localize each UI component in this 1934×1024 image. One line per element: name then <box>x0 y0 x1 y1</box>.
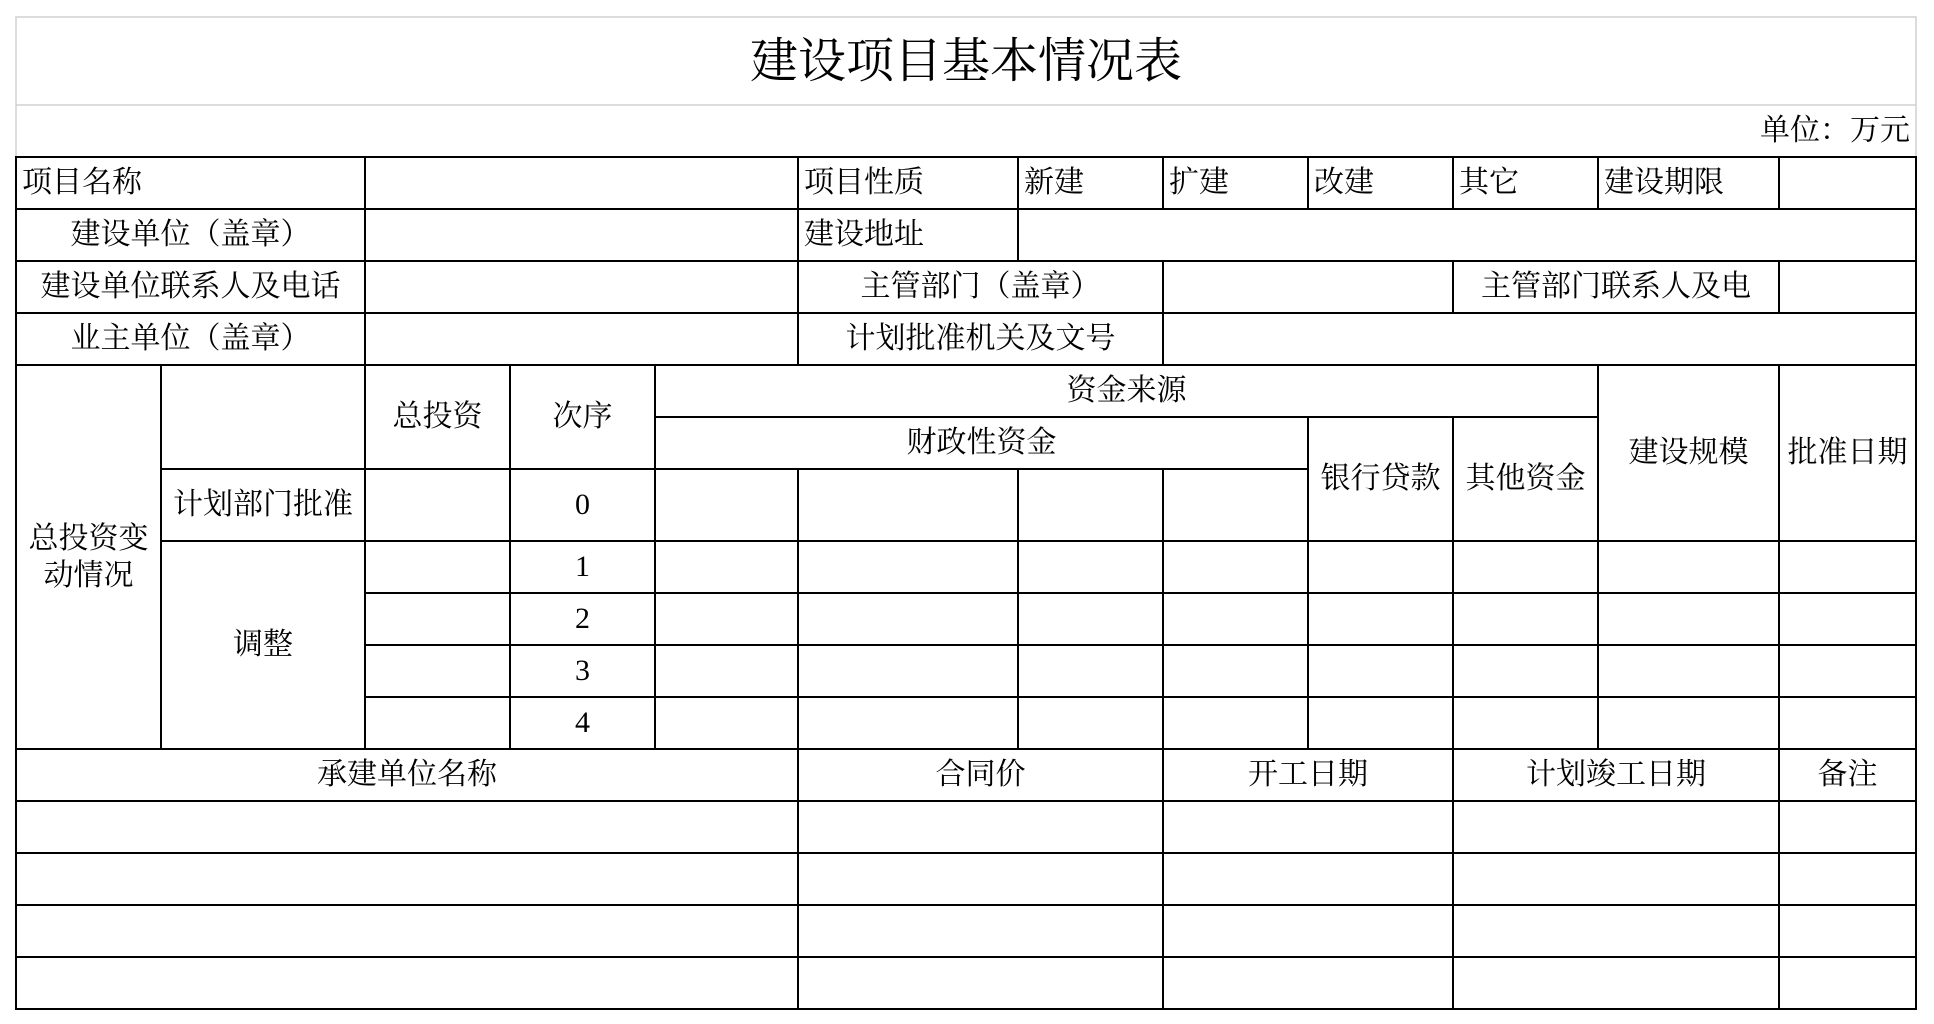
period-label: 建设期限 <box>1604 165 1724 201</box>
period-field[interactable] <box>1779 157 1916 209</box>
table-cell[interactable] <box>1453 853 1779 905</box>
contract-price-header: 合同价 <box>935 757 1026 793</box>
table-cell[interactable] <box>16 905 798 957</box>
investment-change-label: 总投资变动情况 <box>28 520 149 593</box>
table-cell[interactable] <box>1453 957 1779 1009</box>
order-header: 次序 <box>552 399 613 435</box>
order-3: 3 <box>575 654 590 688</box>
address-label: 建设地址 <box>804 217 924 253</box>
project-name-field[interactable] <box>365 157 798 209</box>
planned-completion-header: 计划竣工日期 <box>1526 757 1706 793</box>
table-cell[interactable] <box>1163 905 1453 957</box>
table-cell[interactable] <box>798 801 1163 853</box>
project-name-label: 项目名称 <box>22 165 142 201</box>
table-cell[interactable] <box>1779 905 1916 957</box>
adjustment-label: 调整 <box>233 627 293 663</box>
table-cell[interactable] <box>16 801 798 853</box>
nature-option-other[interactable]: 其它 <box>1459 165 1519 201</box>
table-cell[interactable] <box>1453 801 1779 853</box>
table-cell[interactable] <box>1779 801 1916 853</box>
order-2: 2 <box>575 602 590 636</box>
project-nature-label: 项目性质 <box>804 165 924 201</box>
table-cell[interactable] <box>798 853 1163 905</box>
table-cell[interactable] <box>798 905 1163 957</box>
funding-source-header: 资金来源 <box>1066 373 1187 409</box>
nature-option-expand[interactable]: 扩建 <box>1169 165 1229 201</box>
authority-contact-label: 主管部门联系人及电 <box>1481 269 1751 305</box>
nature-option-new[interactable]: 新建 <box>1024 165 1084 201</box>
other-funds-header: 其他资金 <box>1465 461 1586 497</box>
builder-contact-label: 建设单位联系人及电话 <box>40 269 341 305</box>
builder-label: 建设单位（盖章） <box>70 217 311 253</box>
table-cell[interactable] <box>1453 905 1779 957</box>
table-cell[interactable] <box>798 957 1163 1009</box>
table-cell[interactable] <box>1163 853 1453 905</box>
fiscal-funds-header: 财政性资金 <box>906 425 1057 461</box>
plan-approval-label: 计划部门批准 <box>173 487 353 523</box>
approval-doc-label: 计划批准机关及文号 <box>845 321 1116 357</box>
approval-doc-field[interactable] <box>1163 313 1916 365</box>
construction-scale-header: 建设规模 <box>1628 435 1749 471</box>
table-cell[interactable] <box>1163 957 1453 1009</box>
table-cell[interactable] <box>1163 801 1453 853</box>
approval-date-header: 批准日期 <box>1787 435 1908 471</box>
authority-field[interactable] <box>1163 261 1453 313</box>
total-investment-header: 总投资 <box>392 399 483 435</box>
owner-field[interactable] <box>365 313 798 365</box>
order-0: 0 <box>575 488 590 522</box>
address-field[interactable] <box>1018 209 1916 261</box>
authority-label: 主管部门（盖章） <box>860 269 1101 305</box>
order-4: 4 <box>575 706 590 740</box>
owner-label: 业主单位（盖章） <box>70 321 311 357</box>
builder-contact-field[interactable] <box>365 261 798 313</box>
bank-loan-header: 银行贷款 <box>1320 461 1441 497</box>
unit-label: 单位：万元 <box>1760 113 1910 149</box>
order-1: 1 <box>575 550 590 584</box>
table-cell[interactable] <box>1779 853 1916 905</box>
table-cell[interactable] <box>16 957 798 1009</box>
table-cell[interactable] <box>1779 957 1916 1009</box>
page-title: 建设项目基本情况表 <box>749 33 1182 89</box>
nature-option-rebuild[interactable]: 改建 <box>1314 165 1374 201</box>
remarks-header: 备注 <box>1817 757 1878 793</box>
contractor-name-header: 承建单位名称 <box>317 757 497 793</box>
builder-field[interactable] <box>365 209 798 261</box>
start-date-header: 开工日期 <box>1248 757 1368 793</box>
authority-contact-field[interactable] <box>1779 261 1916 313</box>
table-cell[interactable] <box>16 853 798 905</box>
